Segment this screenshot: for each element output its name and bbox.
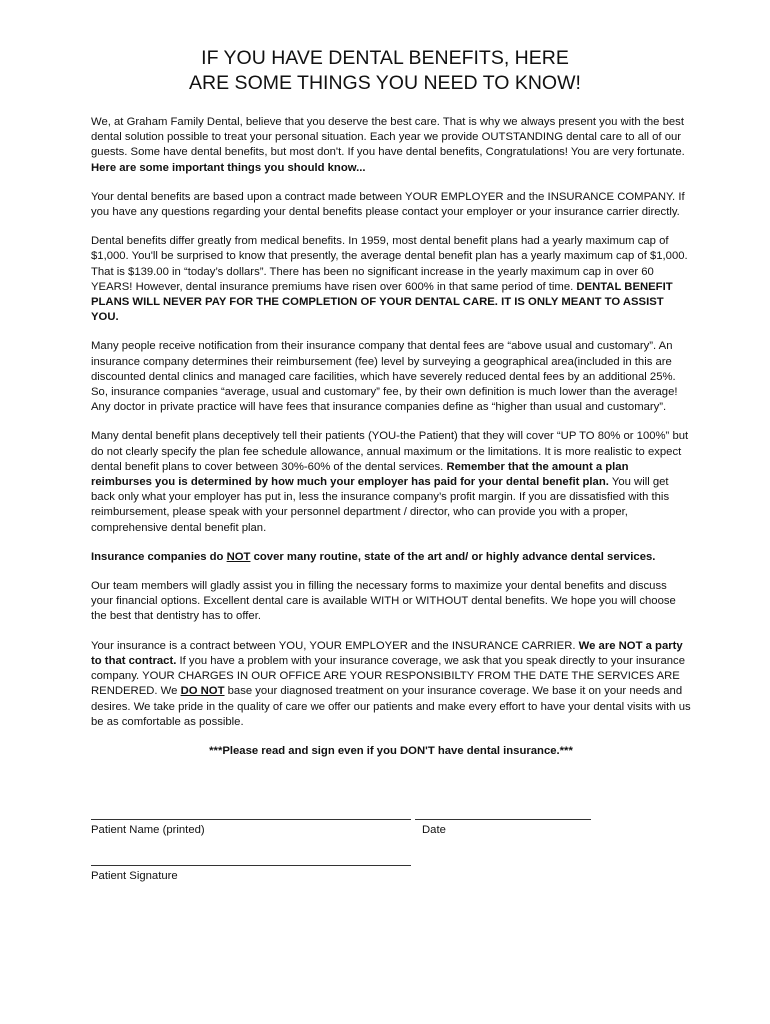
contract-text: Your dental benefits are based upon a contract made between YOUR EMPLOYER and the INSURANCE COMPANY. If you have any questions regarding your dental benefits please contact your employer or your insurance carrier directly.: [91, 190, 685, 219]
not-covered-underlined: NOT: [226, 550, 251, 563]
intro-bold-text: Here are some important things you should know...: [91, 161, 366, 174]
team-text: Our team members will gladly assist you in filling the necessary forms to maximize your dental benefits and discuss your financial options. Excellent dental care is available WITH or WITHOUT dental benefits. We hope you will choose the best that dentistry has to offer.: [91, 580, 676, 623]
patient-name-label: Patient Name (printed): [91, 824, 205, 836]
coverage-paragraph: [91, 429, 691, 535]
sign-note: ***Please read and sign even if you DON'T have dental insurance.***: [209, 744, 573, 757]
coverage-text-2: You will get back only what your employer has put in, less the insurance company’s profit margin. If you are dissatisfied with this reimbursement, please speak with your personnel department / director, who can provide you with a proper, comprehensive dental benefit plan.: [91, 476, 670, 534]
contract-paragraph: [91, 190, 691, 220]
responsibility-text-3: base your diagnosed treatment on your insurance coverage. We base it on your needs and desires. We take pride in the quality of care we offer our patients and make every effort to have your dental visits with us be as comfortable as possible.: [91, 685, 691, 728]
patient-signature-label: Patient Signature: [91, 870, 178, 882]
date-label: Date: [422, 824, 446, 836]
responsibility-paragraph: [91, 639, 691, 730]
patient-name-line[interactable]: [91, 819, 411, 820]
intro-text: We, at Graham Family Dental, believe that you deserve the best care. That is why we always present you with the best dental solution possible to treat your personal situation. Each year we provide OUTSTANDING dental care to all of our guests. Some have dental benefits, but most don't. If you have dental benefits, Congratulations! You are very fortunate.: [91, 116, 685, 159]
responsibility-text-1: Your insurance is a contract between YOU, YOUR EMPLOYER and the INSURANCE CARRIER.: [91, 639, 576, 652]
intro-paragraph: [91, 115, 691, 176]
coverage-bold-text: Remember that the amount a plan reimburses you is determined by how much your employer has paid for your dental benefit plan.: [91, 460, 629, 489]
not-covered-paragraph: [91, 550, 691, 565]
not-covered-after: cover many routine, state of the art and/ or highly advance dental services.: [253, 550, 656, 563]
benefits-history-text: Dental benefits differ greatly from medical benefits. In 1959, most dental benefit plans had a yearly maximum cap of $1,000. You'll be surprised to know that presently, the average dental benefit plan has a yearly maximum cap of $1,000. That is $139.00 in “today’s dollars”. There has been no significant increase in the yearly maximum cap in over 60 YEARS! However, dental insurance premiums have risen over 600% in that same period of time.: [91, 235, 688, 293]
patient-signature-line[interactable]: [91, 865, 411, 866]
document-body: [91, 115, 691, 773]
title-line-2: ARE SOME THINGS YOU NEED TO KNOW!: [189, 72, 581, 94]
team-paragraph: [91, 579, 691, 625]
responsibility-text-2: If you have a problem with your insurance coverage, we ask that you speak directly to your insurance company. YOUR CHARGES IN OUR OFFICE ARE YOUR RESPONSIBILTY FROM THE DATE THE SERVICES ARE RENDERED. We: [91, 654, 685, 698]
benefits-history-bold-text: DENTAL BENEFIT PLANS WILL NEVER PAY FOR THE COMPLETION OF YOUR DENTAL CARE. IT IS ONLY MEANT TO ASSIST YOU.: [91, 280, 673, 324]
page-title: [60, 46, 710, 96]
benefits-history-paragraph: [91, 234, 691, 325]
not-covered-before: Insurance companies do: [91, 550, 224, 563]
coverage-text-1: Many dental benefit plans deceptively tell their patients (YOU-the Patient) that they will cover “UP TO 80% or 100%” but do not clearly specify the plan fee schedule allowance, annual maximum or the limitations. It is more realistic to expect dental benefit plans to cover between 30%-60% of the dental services.: [91, 430, 689, 473]
title-line-1: IF YOU HAVE DENTAL BENEFITS, HERE: [201, 47, 569, 69]
date-line[interactable]: [415, 819, 591, 820]
responsibility-bold-text: We are NOT a party to that contract.: [91, 639, 683, 667]
responsibility-underlined: DO NOT: [180, 685, 225, 698]
usual-customary-paragraph: [91, 339, 691, 415]
usual-customary-text: Many people receive notification from their insurance company that dental fees are “above usual and customary”. An insurance company determines their reimbursement (fee) level by surveying a geographical area(included in this are discounted dental clinics and managed care facilities, which have severely reduced dental fees by an additional 25%. So, insurance companies “average, usual and customary” fee, by their own definition is much lower than the average! Any doctor in private practice will have fees that insurance companies define as “higher than usual and customary”.: [91, 340, 678, 414]
